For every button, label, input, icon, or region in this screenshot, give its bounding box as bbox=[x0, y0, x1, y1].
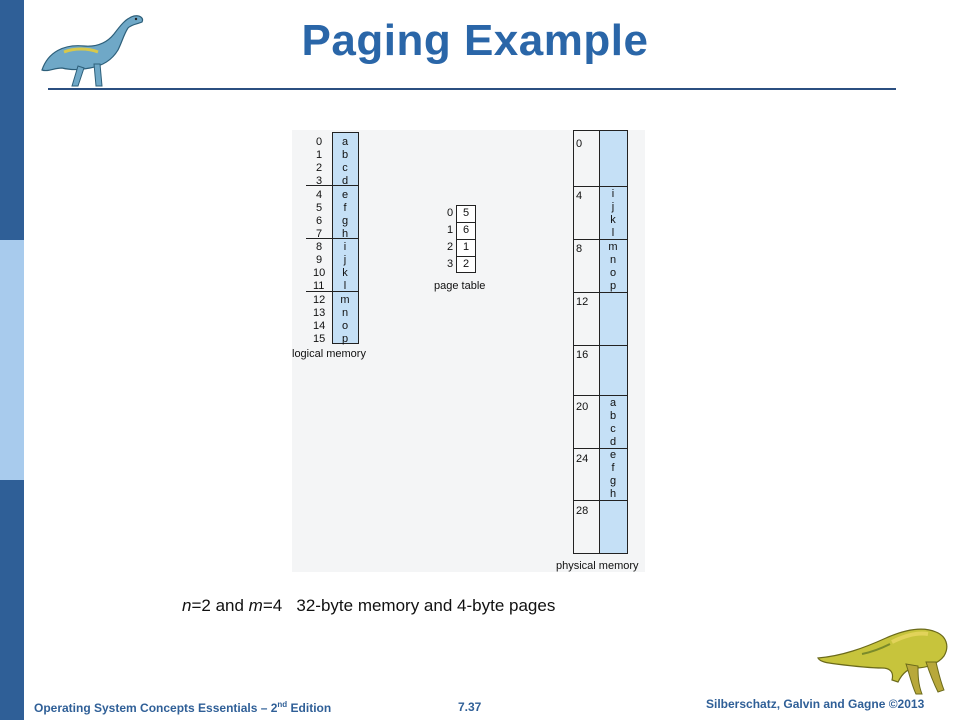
physical-byte: c bbox=[610, 423, 616, 435]
page-table-label: page table bbox=[434, 280, 486, 292]
logical-byte: h bbox=[341, 228, 349, 240]
physical-byte: k bbox=[610, 214, 616, 226]
logical-address: 11 bbox=[313, 280, 325, 292]
left-sidebar-highlight bbox=[0, 240, 24, 480]
page-number: 0 bbox=[447, 207, 454, 219]
physical-byte: g bbox=[609, 475, 617, 487]
logical-byte: f bbox=[343, 202, 347, 214]
logical-address: 14 bbox=[313, 320, 326, 332]
logical-address: 6 bbox=[316, 215, 323, 227]
logical-byte: c bbox=[342, 162, 348, 174]
physical-byte: j bbox=[611, 201, 615, 213]
logical-address: 7 bbox=[316, 228, 323, 240]
logical-byte: i bbox=[343, 241, 347, 253]
logical-byte: m bbox=[340, 294, 350, 306]
logical-address: 13 bbox=[313, 307, 326, 319]
logical-address: 12 bbox=[313, 294, 326, 306]
logical-address: 8 bbox=[316, 241, 323, 253]
frame-address: 20 bbox=[576, 401, 589, 413]
logical-address: 1 bbox=[316, 149, 323, 161]
logical-byte: b bbox=[341, 149, 349, 161]
frame-number: 1 bbox=[462, 241, 470, 253]
logical-byte: j bbox=[343, 254, 347, 266]
page-number: 3 bbox=[447, 258, 454, 270]
physical-byte: o bbox=[609, 267, 617, 279]
page-table-divider bbox=[456, 256, 476, 257]
logical-byte: k bbox=[342, 267, 348, 279]
frame-divider bbox=[573, 395, 628, 396]
logical-byte: n bbox=[341, 307, 349, 319]
logical-address: 3 bbox=[316, 175, 323, 187]
logical-address: 9 bbox=[316, 254, 323, 266]
frame-address: 8 bbox=[576, 243, 583, 255]
title-divider bbox=[48, 88, 896, 90]
footer-book-title bbox=[34, 700, 331, 715]
physical-byte: m bbox=[608, 241, 618, 253]
logical-address: 5 bbox=[316, 202, 323, 214]
logical-address: 0 bbox=[316, 136, 323, 148]
slide-caption: n=2 and m=4 32-byte memory and 4-byte pages bbox=[182, 596, 556, 615]
dinosaur-mascot-icon bbox=[812, 618, 954, 698]
footer-book-title-text: Operating System Concepts Essentials – 2 bbox=[34, 701, 278, 715]
physical-byte: d bbox=[609, 436, 617, 448]
page-table-divider bbox=[456, 222, 476, 223]
physical-byte: a bbox=[609, 397, 617, 409]
footer-book-title-superscript: nd bbox=[277, 700, 288, 709]
frame-address: 16 bbox=[576, 349, 589, 361]
physical-memory-label: physical memory bbox=[556, 560, 639, 572]
page-number: 1 bbox=[447, 224, 454, 236]
footer-slide-number: 7.37 bbox=[458, 700, 482, 714]
frame-address: 0 bbox=[576, 138, 583, 150]
dinosaur-logo-icon bbox=[34, 8, 148, 88]
physical-byte: i bbox=[611, 188, 615, 200]
frame-number: 2 bbox=[462, 258, 470, 270]
logical-address: 10 bbox=[313, 267, 326, 279]
physical-byte: f bbox=[611, 462, 615, 474]
frame-divider bbox=[573, 345, 628, 346]
frame-address: 12 bbox=[576, 296, 589, 308]
logical-address: 4 bbox=[316, 189, 323, 201]
physical-byte: b bbox=[609, 410, 617, 422]
logical-byte: a bbox=[341, 136, 349, 148]
frame-number: 5 bbox=[462, 207, 470, 219]
frame-address: 28 bbox=[576, 505, 589, 517]
physical-byte: l bbox=[611, 227, 615, 239]
logical-byte: o bbox=[341, 320, 349, 332]
logical-byte: e bbox=[341, 189, 349, 201]
logical-byte: l bbox=[343, 280, 347, 292]
physical-byte: e bbox=[609, 449, 617, 461]
frame-address: 4 bbox=[576, 190, 583, 202]
physical-byte: n bbox=[609, 254, 617, 266]
frame-number: 6 bbox=[462, 224, 470, 236]
page-number: 2 bbox=[447, 241, 454, 253]
logical-address: 15 bbox=[313, 333, 326, 345]
footer-copyright: Silberschatz, Galvin and Gagne ©2013 bbox=[706, 697, 925, 711]
frame-address: 24 bbox=[576, 453, 589, 465]
frame-divider bbox=[573, 186, 628, 187]
slide-title: Paging Example bbox=[301, 16, 649, 65]
physical-byte: p bbox=[609, 280, 617, 292]
logical-memory-label: logical memory bbox=[292, 348, 366, 360]
logical-byte: d bbox=[341, 175, 349, 187]
logical-byte: p bbox=[341, 333, 349, 345]
footer-book-title-tail: Edition bbox=[287, 701, 332, 715]
logical-address: 2 bbox=[316, 162, 323, 174]
logical-byte: g bbox=[341, 215, 349, 227]
page-table-divider bbox=[456, 239, 476, 240]
physical-byte: h bbox=[609, 488, 617, 500]
